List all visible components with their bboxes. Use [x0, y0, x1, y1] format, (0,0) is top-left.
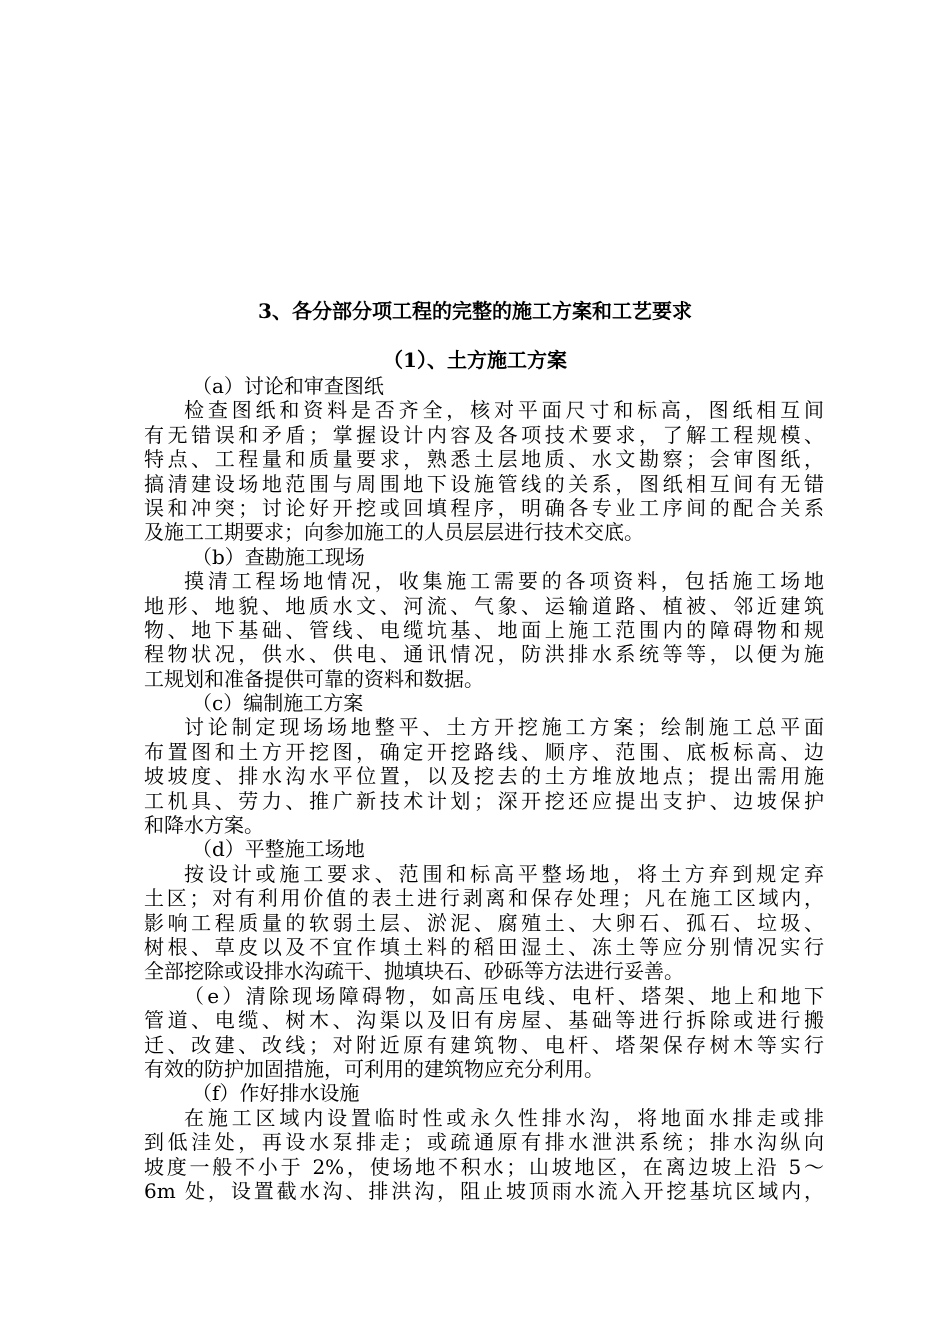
paragraph-line: 及施工工期要求；向参加施工的人员层层进行技术交底。	[144, 520, 644, 545]
subsection-heading: （b）查勘施工现场	[192, 544, 365, 569]
paragraph-line: （e）清除现场障碍物，如高压电线、电杆、塔架、地上和地下	[184, 983, 824, 1008]
paragraph-line: 6m 处，设置截水沟、排洪沟，阻止坡顶雨水流入开挖基坑区域内，	[144, 1178, 824, 1203]
paragraph-line: 搞清建设场地范围与周围地下设施管线的关系，图纸相互间有无错	[144, 471, 824, 496]
paragraph-line: 工规划和准备提供可靠的资料和数据。	[144, 666, 484, 691]
paragraph-line: 坡坡度、排水沟水平位置，以及挖去的土方堆放地点；提出需用施	[144, 764, 824, 789]
paragraph-line: 摸清工程场地情况，收集施工需要的各项资料，包括施工场地	[184, 569, 824, 594]
paragraph-line: 有无错误和矛盾；掌握设计内容及各项技术要求，了解工程规模、	[144, 422, 824, 447]
paragraph-line: 地形、地貌、地质水文、河流、气象、运输道路、植被、邻近建筑	[144, 593, 824, 618]
subsection-heading: （f）作好排水设施	[192, 1081, 360, 1106]
paragraph-line: 全部挖除或设排水沟疏干、抛填块石、砂砾等方法进行妥善。	[144, 959, 684, 984]
paragraph-line: 迁、改建、改线；对附近原有建筑物、电杆、塔架保存树木等实行	[144, 1032, 824, 1057]
paragraph-line: 坡度一般不小于 2%，使场地不积水；山坡地区，在离边坡上沿 5～	[144, 1154, 824, 1179]
paragraph-line: 工机具、劳力、推广新技术计划；深开挖还应提出支护、边坡保护	[144, 788, 824, 813]
paragraph-line: 有效的防护加固措施，可利用的建筑物应充分利用。	[144, 1056, 604, 1081]
paragraph-line: 影响工程质量的软弱土层、淤泥、腐殖土、大卵石、孤石、垃圾、	[144, 910, 824, 935]
paragraph-line: 树根、草皮以及不宜作填土料的稻田湿土、冻土等应分别情况实行	[144, 934, 824, 959]
paragraph-line: 讨论制定现场场地整平、土方开挖施工方案；绘制施工总平面	[184, 715, 824, 740]
paragraph-line: 管道、电缆、树木、沟渠以及旧有房屋、基础等进行拆除或进行搬	[144, 1008, 824, 1033]
paragraph-line: 程物状况，供水、供电、通讯情况，防洪排水系统等等，以便为施	[144, 642, 824, 667]
document-title: 3、各分部分项工程的完整的施工方案和工艺要求	[258, 299, 692, 323]
paragraph-line: 在施工区域内设置临时性或永久性排水沟，将地面水排走或排	[184, 1105, 824, 1130]
paragraph-line: 到低洼处，再设水泵排走；或疏通原有排水泄洪系统；排水沟纵向	[144, 1130, 824, 1155]
paragraph-line: 检查图纸和资料是否齐全，核对平面尺寸和标高，图纸相互间	[184, 398, 824, 423]
paragraph-line: 和降水方案。	[144, 813, 264, 838]
document-body	[144, 374, 824, 1203]
section-title: （1）、土方施工方案	[383, 348, 567, 372]
subsection-heading: （a）讨论和审查图纸	[192, 374, 384, 398]
paragraph-line: 布置图和土方开挖图，确定开挖路线、顺序、范围、底板标高、边	[144, 739, 824, 764]
paragraph-line: 土区；对有利用价值的表土进行剥离和保存处理；凡在施工区域内，	[144, 886, 824, 911]
paragraph-line: 物、地下基础、管线、电缆坑基、地面上施工范围内的障碍物和规	[144, 617, 824, 642]
subsection-heading: （d）平整施工场地	[192, 837, 365, 862]
paragraph-line: 特点、工程量和质量要求，熟悉土层地质、水文勘察；会审图纸，	[144, 447, 824, 472]
paragraph-line: 误和冲突；讨论好开挖或回填程序，明确各专业工序间的配合关系	[144, 495, 824, 520]
subsection-heading: （c）编制施工方案	[192, 691, 364, 716]
paragraph-line: 按设计或施工要求、范围和标高平整场地，将土方弃到规定弃	[184, 861, 824, 886]
